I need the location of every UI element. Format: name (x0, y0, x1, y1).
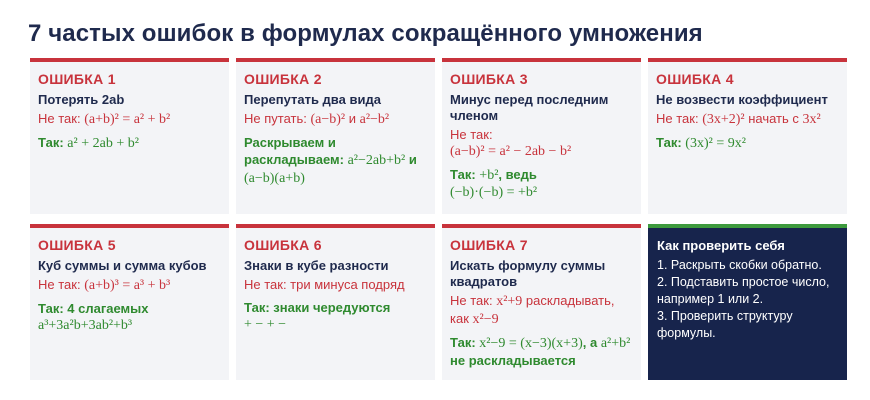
mistake-heading: Перепутать два вида (244, 92, 381, 107)
right-formula: a² + 2ab + b² (67, 136, 139, 151)
wrong-connector: начать с (744, 111, 803, 126)
right-prefix: Так: 4 слагаемых (38, 301, 149, 316)
wrong-prefix: Не путать: (244, 111, 311, 126)
wrong-connector: раскладывать, как (450, 293, 615, 326)
mistake-heading: Знаки в кубе разности (244, 258, 389, 273)
wrong-prefix: Не так: (656, 111, 703, 126)
wrong-formula: (3x+2)² (702, 112, 745, 127)
right-formula: (3x)² = 9x² (685, 136, 746, 151)
wrong-example (656, 110, 839, 128)
self-check-card (648, 224, 847, 380)
wrong-example (38, 110, 221, 128)
mistake-card-2 (236, 58, 435, 214)
mistake-heading: Искать формулу суммы квадратов (450, 258, 606, 289)
mistake-label: ОШИБКА 2 (244, 71, 322, 87)
wrong-example (450, 126, 633, 160)
right-formula: x²−9 = (x−3)(x+3) (479, 336, 583, 351)
right-example (38, 300, 221, 334)
right-connector: и (405, 152, 417, 167)
right-prefix: Так: (656, 135, 686, 150)
right-formula: a²+b² (600, 336, 631, 351)
wrong-formula: (a−b)² (310, 112, 346, 127)
wrong-formula: 3x² (802, 112, 821, 127)
wrong-connector: и (345, 111, 360, 126)
wrong-example (244, 276, 427, 293)
right-prefix: Так: (450, 167, 480, 182)
mistake-label: ОШИБКА 5 (38, 237, 116, 253)
mistake-card-7 (442, 224, 641, 380)
right-connector: , ведь (498, 167, 537, 182)
right-example (450, 334, 633, 369)
wrong-example (244, 110, 427, 128)
mistake-heading: Минус перед последним членом (450, 92, 609, 123)
right-example (244, 134, 427, 187)
mistake-label: ОШИБКА 1 (38, 71, 116, 87)
right-prefix: Так: (38, 135, 68, 150)
mistake-label: ОШИБКА 7 (450, 237, 528, 253)
mistake-card-3 (442, 58, 641, 214)
right-prefix: Раскрываем и раскладываем: (244, 135, 348, 167)
mistake-card-6 (236, 224, 435, 380)
self-check-step: 2. Подставить простое число, например 1 или 2. (657, 275, 830, 306)
right-formula: +b² (479, 168, 499, 183)
wrong-example (450, 292, 633, 328)
right-formula: (−b)·(−b) = +b² (450, 185, 538, 200)
right-formula: a²−2ab+b² (347, 153, 406, 168)
mistake-label: ОШИБКА 4 (656, 71, 734, 87)
wrong-formula: a²−b² (359, 112, 390, 127)
wrong-formula: (a−b)² = a² − 2ab − b² (450, 144, 572, 159)
wrong-formula: (a+b)³ = a³ + b³ (84, 278, 171, 293)
right-prefix: Так: знаки чередуются (244, 300, 391, 315)
wrong-formula: x²+9 (496, 294, 523, 309)
wrong-example (38, 276, 221, 294)
mistake-heading: Потерять 2ab (38, 92, 125, 107)
right-connector: , а (582, 335, 601, 350)
mistake-card-5 (30, 224, 229, 380)
page-title: 7 частых ошибок в формулах сокращённого умножения (28, 20, 703, 47)
self-check-step: 3. Проверить структуру формулы. (657, 309, 793, 340)
self-check-title: Как проверить себя (657, 238, 785, 253)
wrong-prefix: Не так: (38, 277, 85, 292)
right-formula: (a−b)(a+b) (244, 171, 305, 186)
right-example (450, 166, 633, 201)
mistake-label: ОШИБКА 3 (450, 71, 528, 87)
right-example (38, 134, 221, 152)
wrong-prefix: Не так: (450, 127, 493, 142)
mistake-label: ОШИБКА 6 (244, 237, 322, 253)
wrong-formula: x²−9 (472, 312, 499, 327)
mistakes-grid (30, 58, 847, 380)
right-formula: a³+3a²b+3ab²+b³ (38, 318, 133, 333)
mistake-heading: Не возвести коэффициент (656, 92, 828, 107)
right-suffix: не раскладывается (450, 353, 576, 368)
right-example (244, 299, 427, 333)
self-check-step: 1. Раскрыть скобки обратно. (657, 258, 822, 272)
mistake-heading: Куб суммы и сумма кубов (38, 258, 207, 273)
wrong-prefix: Не так: (450, 293, 497, 308)
wrong-formula: (a+b)² = a² + b² (84, 112, 171, 127)
wrong-prefix: Не так: (38, 111, 85, 126)
right-prefix: Так: (450, 335, 480, 350)
mistake-card-4 (648, 58, 847, 214)
right-formula: + − + − (244, 317, 287, 332)
wrong-prefix: Не так: три минуса подряд (244, 277, 405, 292)
right-example (656, 134, 839, 152)
mistake-card-1 (30, 58, 229, 214)
